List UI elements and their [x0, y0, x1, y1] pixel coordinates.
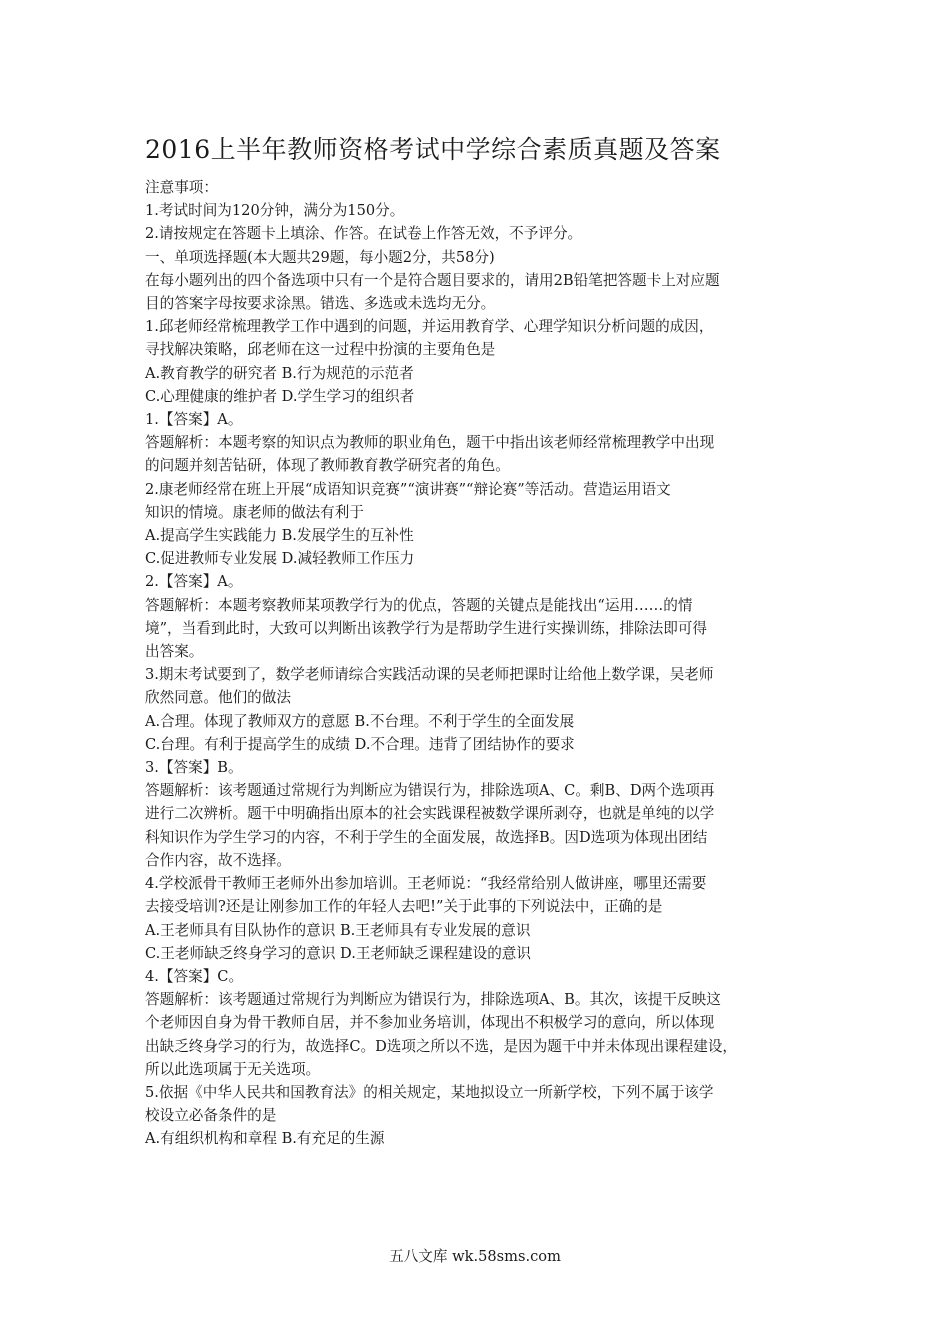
question-line: 2.康老师经常在班上开展“成语知识竞赛”“演讲赛”“辩论赛”等活动。营造运用语文 [145, 480, 671, 498]
answer-line: 2.【答案】A。 [145, 573, 243, 591]
explanation-line: 答题解析：本题考察的知识点为教师的职业角色，题干中指出该老师经常梳理教学中出现 [145, 434, 715, 452]
explanation-line: 答题解析：该考题通过常规行为判断应为错误行为，排除选项A、C。剩B、D两个选项再 [145, 782, 715, 800]
explanation-line: 合作内容，故不选择。 [145, 851, 291, 869]
option-line: C.心理健康的维护者 D.学生学习的组织者 [145, 387, 415, 405]
question-line: 1.邱老师经常梳理教学工作中遇到的问题，并运用教育学、心理学知识分析问题的成因， [145, 318, 714, 336]
explanation-line: 个老师因自身为骨干教师自居，并不参加业务培训，体现出不积极学习的意向，所以体现 [145, 1014, 715, 1032]
question-line: 知识的情境。康老师的做法有利于 [145, 503, 364, 521]
explanation-line: 科知识作为学生学习的内容，不利于学生的全面发展，故选择B。因D选项为体现出团结 [145, 828, 708, 846]
option-line: A.王老师具有目队协作的意识 B.王老师具有专业发展的意识 [145, 921, 531, 939]
question-line: 欣然同意。他们的做法 [145, 689, 291, 707]
question-line: 4.学校派骨干教师王老师外出参加培训。王老师说：“我经常给别人做讲座，哪里还需要 [145, 875, 707, 893]
option-line: A.合理。体现了教师双方的意愿 B.不台理。不利于学生的全面发展 [145, 712, 575, 730]
document-title: 2016上半年教师资格考试中学综合素质真题及答案 [145, 135, 721, 164]
explanation-line: 答题解析：该考题通过常规行为判断应为错误行为，排除选项A、B。其次，该提干反映这 [145, 991, 721, 1009]
document-body [145, 176, 815, 1151]
option-line: A.提高学生实践能力 B.发展学生的互补性 [145, 527, 414, 545]
explanation-line: 境”，当看到此时，大致可以判断出该教学行为是帮助学生进行实操训练，排除法即可得 [145, 619, 708, 637]
option-line: C.台理。有利于提高学生的成绩 D.不合理。违背了团结协作的要求 [145, 735, 575, 753]
answer-line: 1.【答案】A。 [145, 411, 243, 429]
text-line: 在每小题列出的四个备选项中只有一个是符合题目要求的，请用2B铅笔把答题卡上对应题 [145, 271, 720, 289]
question-line: 寻找解决策略，邱老师在这一过程中扮演的主要角色是 [145, 341, 496, 359]
text-line: 目的答案字母按要求涂黑。错选、多选或未选均无分。 [145, 295, 496, 313]
section-heading: 一、单项选择题(本大题共29题，每小题2分，共58分) [145, 248, 495, 266]
question-line: 3.期末考试要到了，数学老师请综合实践活动课的吴老师把课时让给他上数学课，吴老师 [145, 666, 714, 684]
option-line: A.教育教学的研究者 B.行为规范的示范者 [145, 364, 414, 382]
text-line: 1.考试时间为120分钟，满分为150分。 [145, 202, 405, 220]
question-line: 去接受培训?还是让刚参加工作的年轻人去吧!”关于此事的下列说法中，正确的是 [145, 898, 663, 916]
text-line: 2.请按规定在答题卡上填涂、作答。在试卷上作答无效，不予评分。 [145, 225, 583, 243]
explanation-line: 出答案。 [145, 643, 204, 661]
answer-line: 4.【答案】C。 [145, 967, 244, 985]
explanation-line: 答题解析：本题考察教师某项教学行为的优点，答题的关键点是能找出“运用……的情 [145, 596, 693, 614]
option-line: C.促进教师专业发展 D.减轻教师工作压力 [145, 550, 415, 568]
explanation-line: 的问题并刻苦钻研，体现了教师教育教学研究者的角色。 [145, 457, 510, 475]
explanation-line: 所以此选项属于无关选项。 [145, 1060, 321, 1078]
question-line: 5.依据《中华人民共和国教育法》的相关规定，某地拟设立一所新学校，下列不属于该学 [145, 1083, 714, 1101]
question-line: 校设立必备条件的是 [145, 1107, 277, 1125]
option-line: A.有组织机构和章程 B.有充足的生源 [145, 1130, 385, 1148]
explanation-line: 进行二次辨析。题干中明确指出原本的社会实践课程被数学课所剥夺，也就是单纯的以学 [145, 805, 715, 823]
page-footer: 五八文库 wk.58sms.com [389, 1248, 561, 1265]
answer-line: 3.【答案】B。 [145, 759, 243, 777]
text-line: 注意事项： [145, 179, 218, 196]
explanation-line: 出缺乏终身学习的行为，故选择C。D选项之所以不选，是因为题干中并未体现出课程建设， [145, 1037, 738, 1055]
option-line: C.王老师缺乏终身学习的意识 D.王老师缺乏课程建设的意识 [145, 944, 531, 962]
